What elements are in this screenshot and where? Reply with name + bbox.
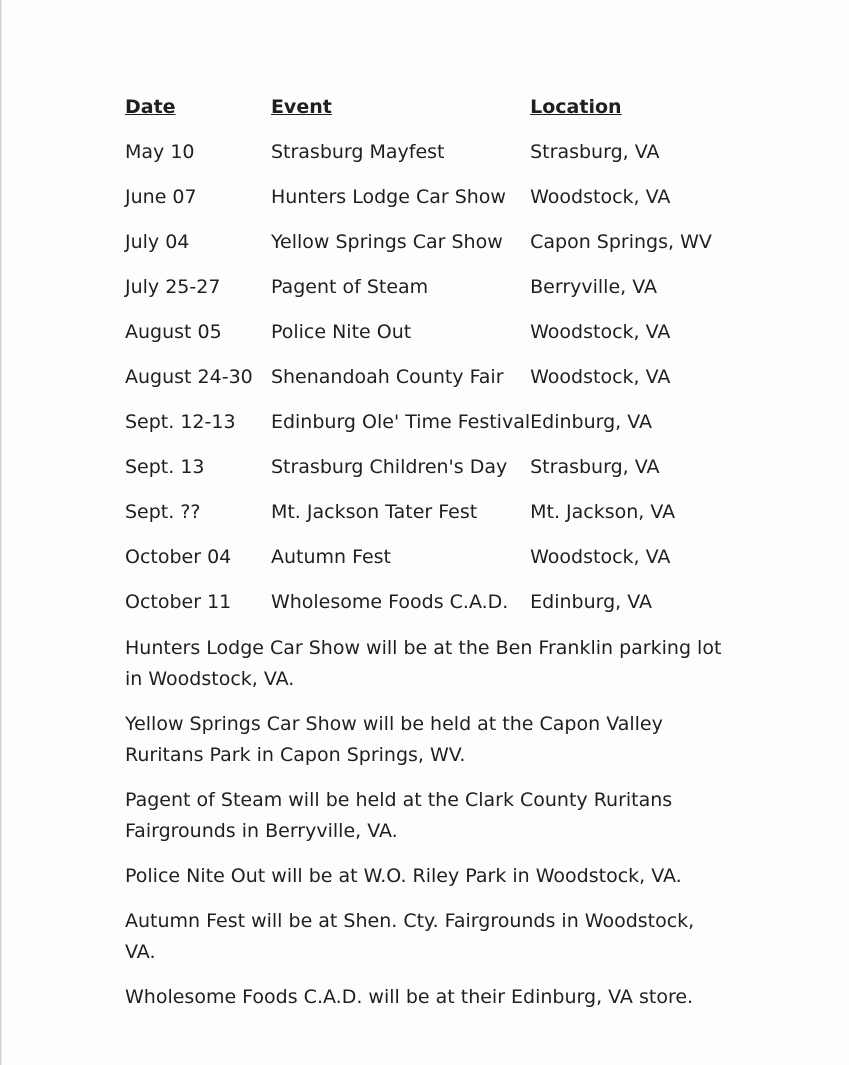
table-row <box>125 138 735 183</box>
event-location: Woodstock, VA <box>530 366 671 388</box>
event-name: Strasburg Mayfest <box>270 141 445 163</box>
page-edge <box>0 0 2 1065</box>
event-name: Wholesome Foods C.A.D. <box>270 591 509 613</box>
table-row <box>125 588 735 633</box>
event-date: Sept. 12-13 <box>125 411 236 433</box>
event-location: Edinburg, VA <box>530 591 653 613</box>
table-row <box>125 318 735 363</box>
event-name: Mt. Jackson Tater Fest <box>270 501 478 523</box>
event-location: Woodstock, VA <box>530 186 671 208</box>
event-location: Capon Springs, WV <box>530 231 712 253</box>
venue-notes <box>125 633 735 1013</box>
event-date: May 10 <box>125 141 195 163</box>
note-paragraph: Pagent of Steam will be held at the Clark County Ruritans Fairgrounds in Berryville, VA. <box>125 789 673 842</box>
event-location: Edinburg, VA <box>530 411 653 433</box>
event-name: Strasburg Children's Day <box>270 456 508 478</box>
table-row <box>125 543 735 588</box>
location-column-header: Location <box>530 96 622 118</box>
table-row <box>125 183 735 228</box>
event-date: Sept. ?? <box>125 501 201 523</box>
date-column-header: Date <box>125 96 176 118</box>
table-row <box>125 453 735 498</box>
event-name: Police Nite Out <box>270 321 412 343</box>
event-date: June 07 <box>125 186 197 208</box>
event-name: Edinburg Ole' Time Festival <box>270 411 531 433</box>
event-location: Strasburg, VA <box>530 456 660 478</box>
event-name: Pagent of Steam <box>270 276 429 298</box>
event-date: August 24-30 <box>125 366 253 388</box>
event-location: Strasburg, VA <box>530 141 660 163</box>
event-name: Yellow Springs Car Show <box>270 231 503 253</box>
event-date: Sept. 13 <box>125 456 205 478</box>
event-date: October 11 <box>125 591 232 613</box>
event-name: Autumn Fest <box>270 546 392 568</box>
event-date: July 04 <box>125 231 190 253</box>
table-row <box>125 408 735 453</box>
table-row <box>125 498 735 543</box>
note-paragraph: Hunters Lodge Car Show will be at the Ben Franklin parking lot in Woodstock, VA. <box>125 637 722 690</box>
event-name: Shenandoah County Fair <box>270 366 504 388</box>
note-paragraph: Autumn Fest will be at Shen. Cty. Fairgrounds in Woodstock, VA. <box>125 910 695 963</box>
event-name: Hunters Lodge Car Show <box>270 186 506 208</box>
note-paragraph: Yellow Springs Car Show will be held at the Capon Valley Ruritans Park in Capon Springs, WV. <box>125 713 663 766</box>
event-location: Berryville, VA <box>530 276 658 298</box>
event-schedule-table <box>125 93 735 633</box>
table-row <box>125 273 735 318</box>
table-header-row <box>125 93 735 138</box>
event-location: Woodstock, VA <box>530 546 671 568</box>
note-paragraph: Police Nite Out will be at W.O. Riley Park in Woodstock, VA. <box>125 865 682 887</box>
event-date: August 05 <box>125 321 222 343</box>
event-column-header: Event <box>270 96 332 118</box>
table-row <box>125 228 735 273</box>
table-row <box>125 363 735 408</box>
event-location: Mt. Jackson, VA <box>530 501 676 523</box>
event-date: July 25-27 <box>125 276 221 298</box>
note-paragraph: Wholesome Foods C.A.D. will be at their Edinburg, VA store. <box>125 986 694 1008</box>
event-date: October 04 <box>125 546 232 568</box>
event-location: Woodstock, VA <box>530 321 671 343</box>
document-content <box>125 93 735 1027</box>
